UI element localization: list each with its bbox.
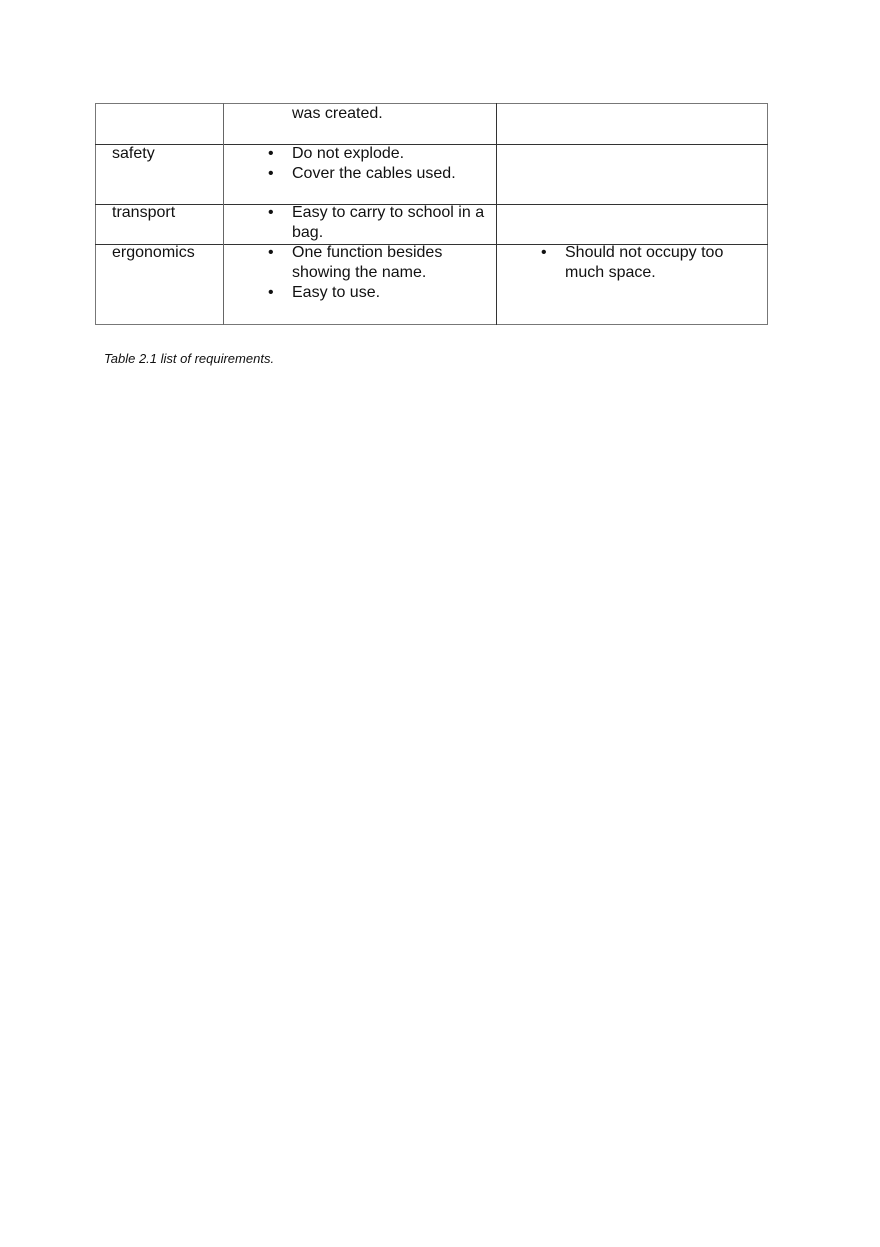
transport-requirements-list bbox=[268, 203, 490, 243]
list-item: • Easy to use. bbox=[268, 283, 468, 303]
requirement-text: was created. bbox=[292, 105, 383, 122]
column-divider bbox=[496, 103, 497, 325]
list-item: • Do not explode. bbox=[268, 144, 488, 164]
list-item: • One function besides showing the name. bbox=[268, 243, 468, 283]
row-label-transport: transport bbox=[112, 204, 176, 221]
table-caption: Table 2.1 list of requirements. bbox=[104, 351, 275, 366]
ergonomics-requirements-list bbox=[268, 243, 468, 303]
ergonomics-wishes-list bbox=[541, 243, 746, 283]
column-divider bbox=[223, 103, 224, 325]
safety-requirements-list bbox=[268, 144, 488, 184]
row-label-ergonomics: ergonomics bbox=[112, 244, 195, 261]
list-item: • Cover the cables used. bbox=[268, 164, 488, 184]
list-item: • Easy to carry to school in a bag. bbox=[268, 203, 490, 243]
list-item: • Should not occupy too much space. bbox=[541, 243, 746, 283]
row-label-safety: safety bbox=[112, 145, 155, 162]
